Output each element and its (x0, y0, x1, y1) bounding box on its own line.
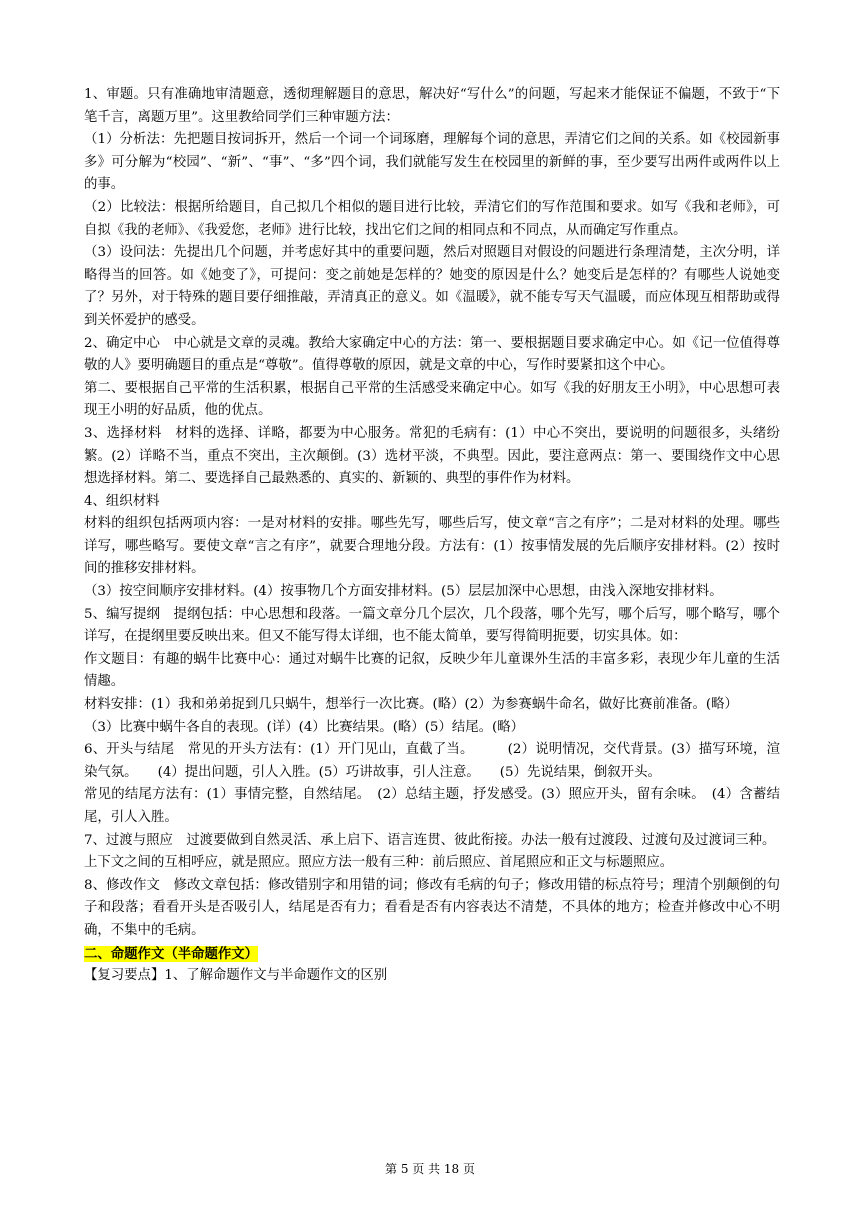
paragraph-zuzhi-cailiao: 材料的组织包括两项内容：一是对材料的安排。哪些先写，哪些后写，使文章“言之有序”；二是对材料的处理。哪些详写，哪些略写。要使文章“言之有序”，就要合理地分段。方法有：(1）按事情发展的先后顺序安排材料。(2）按时间的推移安排材料。 (84, 516, 780, 577)
paragraph-guodu-zhaoying: 7、过渡与照应 过渡要做到自然灵活、承上启下、语言连贯、彼此衔接。办法一般有过渡段、过渡句及过渡词三种。 (84, 832, 776, 848)
paragraph-kongjian-shunxu: （3）按空间顺序安排材料。(4）按事物几个方面安排材料。(5）层层加深中心思想，由浅入深地安排材料。 (84, 584, 723, 600)
paragraph-shenti: 1、审题。只有准确地审清题意，透彻理解题目的意思，解决好“写什么”的问题，写起来才能保证不偏题，不致于“下笔千言，离题万里”。这里教给同学们三种审题方法： (84, 87, 780, 125)
paragraph-zuzhi-cailiao-title: 4、组织材料 (84, 493, 160, 509)
paragraph-kaitou-jiewei: 6、开头与结尾 常见的开头方法有：(1）开门见山，直截了当。 (2）说明情况，交代背景。(3）描写环境，渲染气氛。 (4）提出问题，引人入胜。(5）巧讲故事，引人注意。 (5）先说结果，倒叙开头。 (84, 742, 780, 780)
paragraph-bianxie-tigang: 5、编写提纲 提纲包括：中心思想和段落。一篇文章分几个层次，几个段落，哪个先写，哪个后写，哪个略写，哪个详写，在提纲里要反映出来。但又不能写得太详细，也不能太简单，要写得简明扼要，切实具体。如： (84, 606, 780, 645)
review-points: 【复习要点】1、了解命题作文与半命题作文的区别 (84, 968, 388, 984)
paragraph-queding-zhongxin: 2、确定中心 中心就是文章的灵魂。教给大家确定中心的方法：第一、要根据题目要求确定中心。如《记一位值得尊敬的人》要明确题目的重点是“尊敬”。值得尊敬的原因，就是文章的中心，写作时要紧扣这个中心。 (84, 335, 780, 374)
section-heading (84, 943, 780, 966)
paragraph-bijiaofa: （2）比较法：根据所给题目，自己拟几个相似的题目进行比较，弄清它们的写作范围和要求。如写《我和老师》，可自拟《我的老师》、《我爱您，老师》进行比较，找出它们之间的相同点和不同点，从而确定写作重点。 (84, 199, 780, 238)
paragraph-cailiao-anpai: 材料安排：(1）我和弟弟捉到几只蜗牛，想举行一次比赛。(略）(2）为参赛蜗牛命名，做好比赛前准备。(略） (84, 697, 738, 713)
paragraph-shewenfa: （3）设问法：先提出几个问题，并考虑好其中的重要问题，然后对照题目对假设的问题进行条理清楚，主次分明，详略得当的回答。如《她变了》，可提问：变之前她是怎样的？她变的原因是什么？她变后是怎样的？有哪些人说她变了？另外，对于特殊的题目要仔细推敲，弄清真正的意义。如《温暖》，就不能专写天气温暖，而应体现互相帮助或得到关怀爱护的感受。 (84, 245, 780, 328)
paragraph-xiugai-zuowen: 8、修改作文 修改文章包括：修改错别字和用错的词；修改有毛病的句子；修改用错的标点符号；理清个别颠倒的句子和段落；看看开头是否吸引人，结尾是否有力；看看是否有内容表达不清楚，不具体的地方；检查并修改中心不明确，不集中的毛病。 (84, 877, 780, 938)
paragraph-dier: 第二、要根据自己平常的生活积累，根据自己平常的生活感受来确定中心。如写《我的好朋友王小明》，中心思想可表现王小明的好品质，他的优点。 (84, 380, 780, 419)
highlighted-heading: 二、命题作文（半命题作文） (84, 945, 259, 962)
paragraph-zhaoying: 上下文之间的互相呼应，就是照应。照应方法一般有三种：前后照应、首尾照应和正文与标题照应。 (84, 855, 674, 871)
document-page (84, 84, 780, 988)
paragraph-jiewei-fangfa: 常见的结尾方法有：(1）事情完整，自然结尾。 (2）总结主题，抒发感受。(3）照应开头，留有余味。 (4）含蓄结尾，引人入胜。 (84, 787, 780, 825)
paragraph-bisai-biaoxian: （3）比赛中蜗牛各自的表现。(详）(4）比赛结果。(略）(5）结尾。(略） (84, 719, 525, 735)
page-footer: 第 5 页 共 18 页 (385, 1162, 475, 1176)
paragraph-xuanze-cailiao: 3、选择材料 材料的选择、详略，都要为中心服务。常犯的毛病有：(1）中心不突出，要说明的问题很多，头绪纷繁。(2）详略不当，重点不突出，主次颠倒。(3）选材平淡，不典型。因此，要注意两点：第一、要围绕作文中心思想选择材料。第二、要选择自己最熟悉的、真实的、新颖的、典型的事件作为材料。 (84, 425, 780, 487)
paragraph-zuowen-timu: 作文题目：有趣的蜗牛比赛中心：通过对蜗牛比赛的记叙，反映少年儿童课外生活的丰富多彩，表现少年儿童的生活情趣。 (84, 651, 780, 690)
paragraph-fenxifa: （1）分析法：先把题目按词拆开，然后一个词一个词琢磨，理解每个词的意思，弄清它们之间的关系。如《校园新事多》可分解为“校园”、“新”、“事”、“多”四个词，我们就能写发生在校园里的新鲜的事，至少要写出两件或两件以上的事。 (84, 132, 780, 193)
